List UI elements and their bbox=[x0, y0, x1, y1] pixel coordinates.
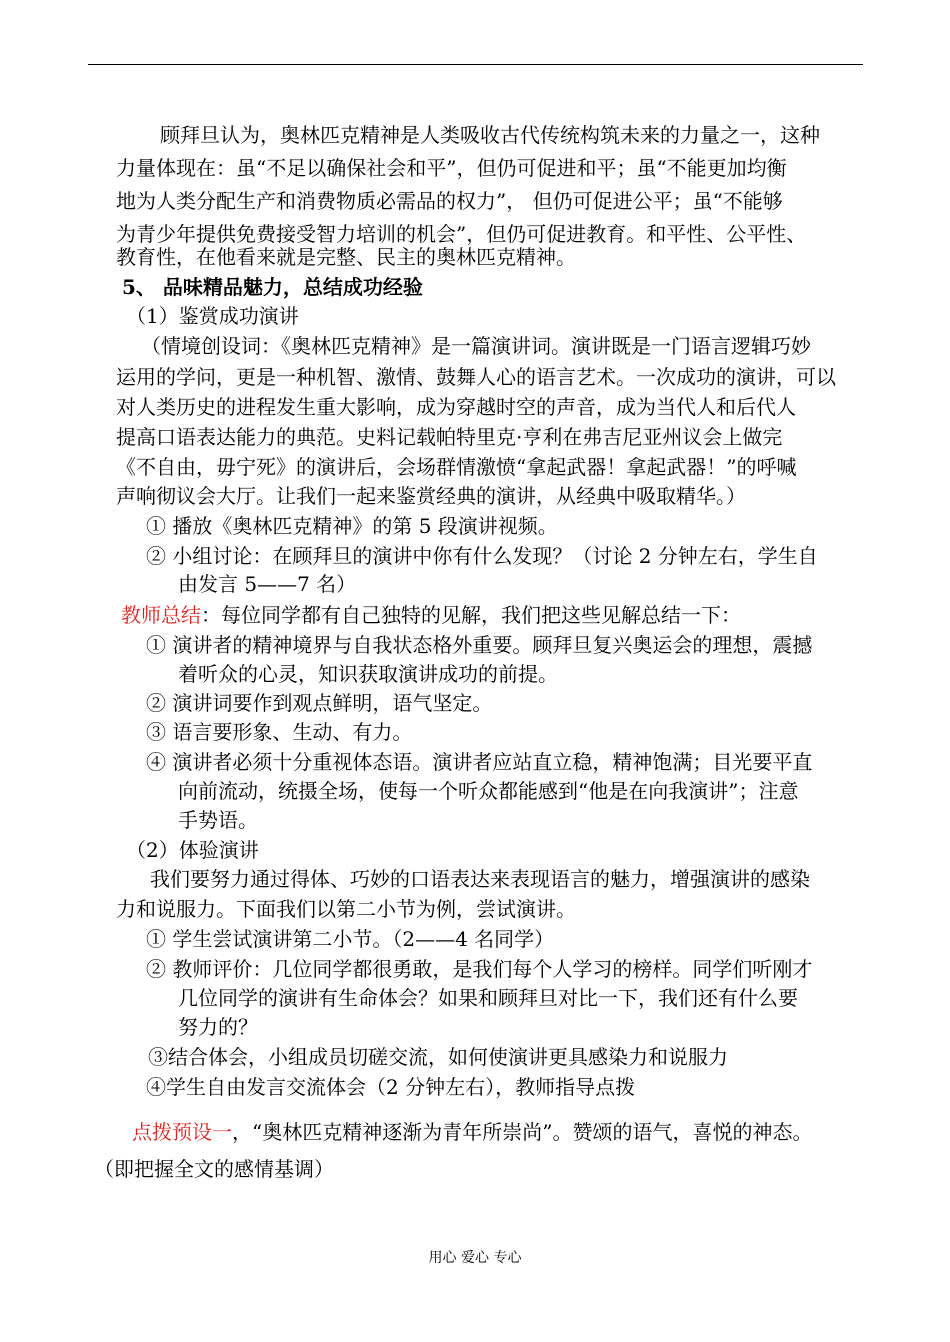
situation-line: 提高口语表达能力的典范。史料记载帕特里克·亨利在弗吉尼亚州议会上做完 bbox=[116, 425, 783, 449]
intro-line: 顾拜旦认为，奥林匹克精神是人类吸收古代传统构筑未来的力量之一，这种 bbox=[160, 123, 820, 147]
teacher-summary bbox=[121, 603, 741, 627]
situation-line: 声响彻议会大厅。让我们一起来鉴赏经典的演讲，从经典中吸取精华。） bbox=[116, 484, 746, 508]
step-item: ① 播放《奥林匹克精神》的第 5 段演讲视频。 bbox=[146, 514, 558, 538]
practice-item: ① 学生尝试演讲第二小节。（2——4 名同学） bbox=[146, 927, 555, 951]
page-footer: 用心 爱心 专心 bbox=[428, 1250, 522, 1266]
experience-line: 力和说服力。下面我们以第二小节为例，尝试演讲。 bbox=[116, 897, 576, 921]
step-item-cont: 由发言 5——7 名） bbox=[178, 572, 357, 596]
situation-line: （情境创设词：《奥林匹克精神》是一篇演讲词。演讲既是一门语言逻辑巧妙 bbox=[141, 334, 811, 358]
section-heading: 5、 品味精品魅力，总结成功经验 bbox=[122, 275, 423, 299]
summary-item-cont: 着听众的心灵，知识获取演讲成功的前提。 bbox=[178, 662, 558, 686]
practice-item-cont: 努力的？ bbox=[178, 1015, 258, 1039]
intro-line: 为青少年提供免费接受智力培训的机会”，但仍可促进教育。和平性、公平性、 bbox=[116, 222, 807, 246]
practice-item: ③结合体会，小组成员切磋交流，如何使演讲更具感染力和说服力 bbox=[148, 1045, 728, 1069]
step-item: ② 小组讨论：在顾拜旦的演讲中你有什么发现？（讨论 2 分钟左右，学生自 bbox=[146, 544, 818, 568]
subsection-heading: （2）体验演讲 bbox=[126, 838, 259, 862]
teacher-summary-text: ：每位同学都有自己独特的见解，我们把这些见解总结一下： bbox=[201, 603, 741, 627]
practice-item: ④学生自由发言交流体会（2 分钟左右），教师指导点拨 bbox=[146, 1075, 636, 1099]
intro-line: 地为人类分配生产和消费物质必需品的权力”， 但仍可促进公平；虽“不能够 bbox=[116, 189, 783, 213]
intro-line: 教育性，在他看来就是完整、民主的奥林匹克精神。 bbox=[116, 245, 576, 269]
header-rule bbox=[88, 64, 863, 65]
preset-label: 点拨预设一 bbox=[132, 1120, 232, 1144]
practice-item: ② 教师评价：几位同学都很勇敢，是我们每个人学习的榜样。同学们听刚才 bbox=[146, 957, 813, 981]
preset-text: ，“奥林匹克精神逐渐为青年所崇尚”。赞颂的语气，喜悦的神态。 bbox=[232, 1120, 813, 1144]
situation-line: 对人类历史的进程发生重大影响，成为穿越时空的声音，成为当代人和后代人 bbox=[116, 395, 796, 419]
situation-line: 《不自由，毋宁死》的演讲后，会场群情激愤“拿起武器！拿起武器！”的呼喊 bbox=[116, 455, 797, 479]
summary-item: ④ 演讲者必须十分重视体态语。演讲者应站直立稳，精神饱满；目光要平直 bbox=[146, 750, 813, 774]
preset-line bbox=[132, 1120, 812, 1144]
practice-item-cont: 几位同学的演讲有生命体会？如果和顾拜旦对比一下，我们还有什么要 bbox=[178, 986, 798, 1010]
summary-item: ① 演讲者的精神境界与自我状态格外重要。顾拜旦复兴奥运会的理想，震撼 bbox=[146, 633, 813, 657]
summary-item-cont: 手势语。 bbox=[178, 808, 258, 832]
summary-item: ③ 语言要形象、生动、有力。 bbox=[146, 720, 413, 744]
preset-note: （即把握全文的感情基调） bbox=[94, 1157, 334, 1181]
teacher-summary-label: 教师总结 bbox=[121, 603, 201, 627]
subsection-heading: （1）鉴赏成功演讲 bbox=[126, 304, 299, 328]
experience-line: 我们要努力通过得体、巧妙的口语表达来表现语言的魅力，增强演讲的感染 bbox=[150, 867, 810, 891]
summary-item-cont: 向前流动，统摄全场，使每一个听众都能感到“他是在向我演讲”；注意 bbox=[178, 779, 799, 803]
intro-line: 力量体现在：虽“不足以确保社会和平”，但仍可促进和平；虽“不能更加均衡 bbox=[116, 156, 787, 180]
summary-item: ② 演讲词要作到观点鲜明，语气坚定。 bbox=[146, 691, 493, 715]
situation-line: 运用的学问，更是一种机智、激情、鼓舞人心的语言艺术。一次成功的演讲，可以 bbox=[116, 365, 836, 389]
